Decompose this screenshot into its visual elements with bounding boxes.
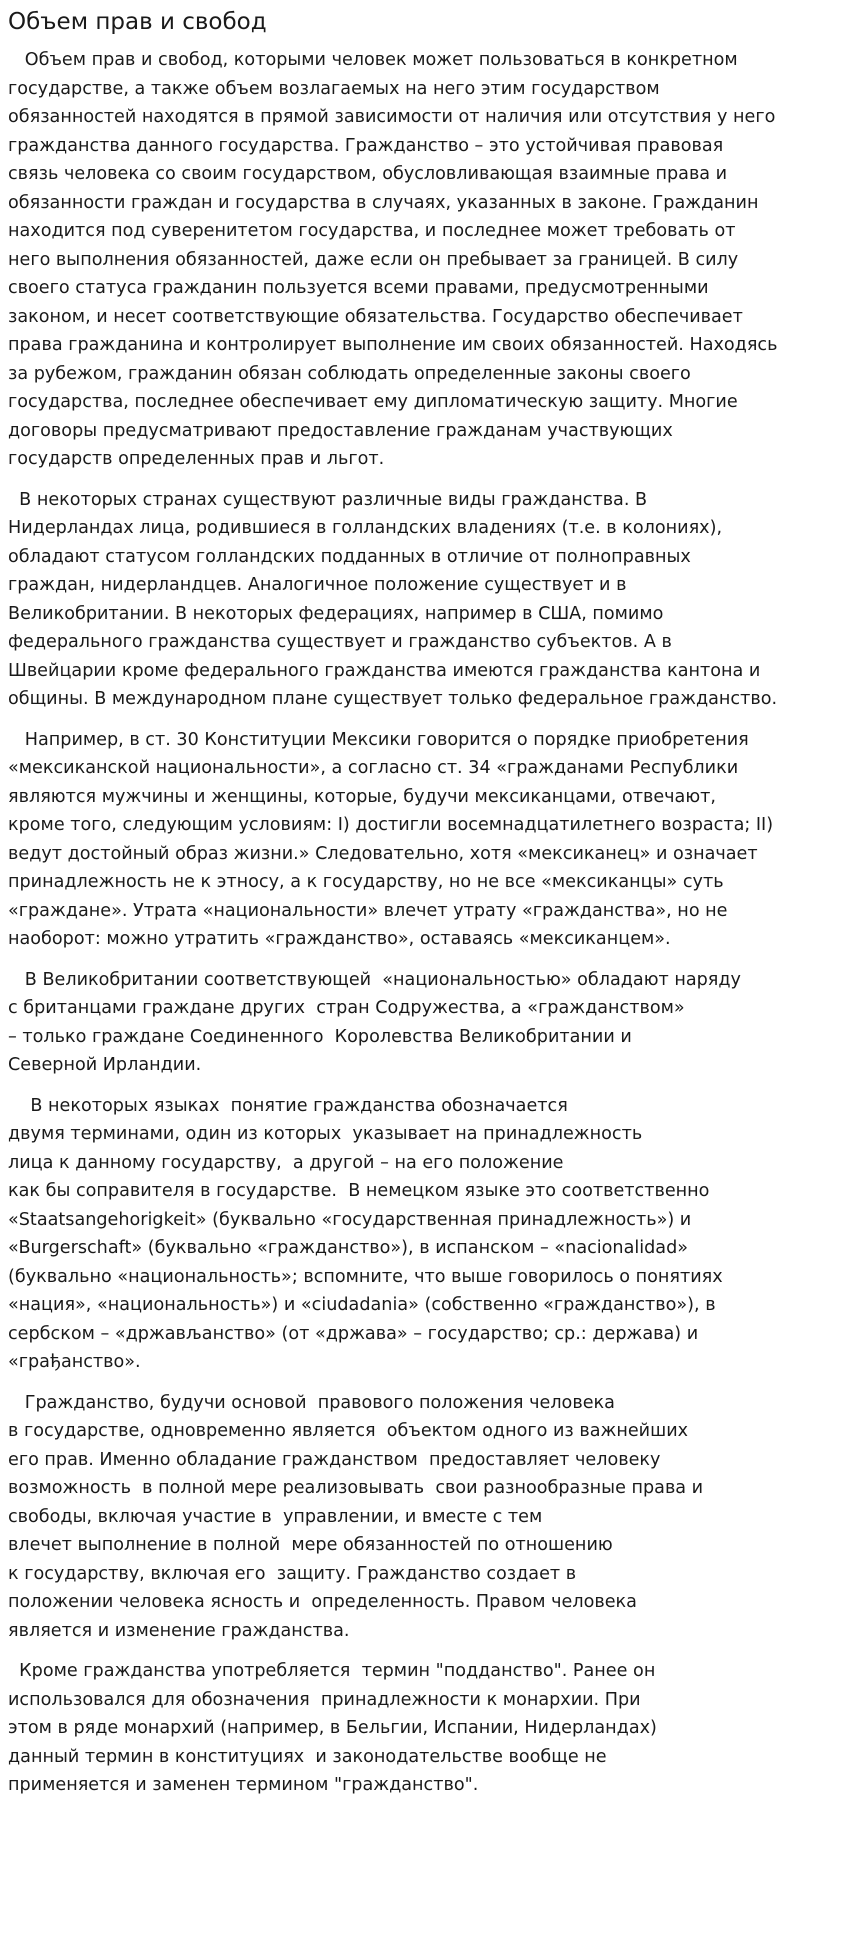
text-line: обладают статусом голландских подданных в отличие от полноправных [8,546,691,567]
paragraph [8,486,839,714]
text-line: Объем прав и свобод, которыми человек может пользоваться в конкретном [8,50,738,70]
text-line: влечет выполнение в полной мере обязанностей по отношению [8,1535,613,1555]
page-title: Объем прав и свобод [8,9,267,35]
text-line: «граждане». Утрата «национальности» влечет утрату «гражданства», но не [8,900,728,921]
text-line: свободы, включая участие в управлении, и вместе с тем [8,1506,543,1527]
text-line: обязанностей находятся в прямой зависимости от наличия или отсутствия у него [8,107,776,127]
text-line: находится под суверенитетом государства, и последнее может требовать от [8,221,736,241]
text-line: сербском – «држављанство» (от «држава» – государство; ср.: держава) и [8,1323,699,1344]
text-line: положении человека ясность и определенность. Правом человека [8,1592,637,1612]
text-line: Кроме гражданства употребляется термин "подданство". Ранее он [8,1661,656,1681]
text-line: кроме того, следующим условиям: I) достигли восемнадцатилетнего возраста; II) [8,815,774,835]
text-line: являются мужчины и женщины, которые, будучи мексиканцами, отвечают, [8,786,716,807]
text-line: законом, и несет соответствующие обязательства. Государство обеспечивает [8,306,743,327]
text-line: за рубежом, гражданин обязан соблюдать определенные законы своего [8,363,691,384]
text-line: Швейцарии кроме федерального гражданства имеются гражданства кантона и [8,660,761,681]
text-line: как бы соправителя в государстве. В немецком языке это соответственно [8,1181,710,1201]
text-line: принадлежность не к этносу, а к государству, но не все «мексиканцы» суть [8,872,724,892]
text-line: в государстве, одновременно является объектом одного из важнейших [8,1421,689,1441]
text-line: Нидерландах лица, родившиеся в голландских владениях (т.е. в колониях), [8,518,723,538]
text-line: применяется и заменен термином "гражданство". [8,1775,479,1795]
paragraph [8,1092,839,1377]
text-line: него выполнения обязанностей, даже если он пребывает за границей. В силу [8,249,739,270]
text-line: федерального гражданства существует и гражданство субъектов. А в [8,632,672,652]
text-line: граждан, нидерландцев. Аналогичное положение существует и в [8,575,627,595]
text-line: его прав. Именно обладание гражданством предоставляет человеку [8,1449,661,1470]
text-line: государстве, а также объем возлагаемых на него этим государством [8,78,660,99]
text-line: «Staatsangehorigkeit» (буквально «государственная принадлежность») и [8,1209,692,1230]
text-line: (буквально «национальность»; вспомните, что выше говорилось о понятиях [8,1266,723,1287]
text-line: связь человека со своим государством, обусловливающая взаимные права и [8,164,728,184]
text-line: Северной Ирландии. [8,1055,202,1075]
paragraph [8,46,839,474]
text-line: государства, последнее обеспечивает ему дипломатическую защиту. Многие [8,392,738,412]
paragraph [8,1657,839,1800]
text-line: права гражданина и контролирует выполнение им своих обязанностей. Находясь [8,335,778,355]
text-line: Гражданство, будучи основой правового положения человека [8,1392,615,1413]
text-line: В Великобритании соответствующей «национальностью» обладают наряду [8,969,741,990]
text-line: наоборот: можно утратить «гражданство», оставаясь «мексиканцем». [8,929,671,949]
text-line: обязанности граждан и государства в случаях, указанных в законе. Гражданин [8,192,759,213]
text-line: «нация», «национальность») и «ciudadania» (собственно «гражданство»), в [8,1295,716,1315]
text-line: двумя терминами, один из которых указывает на принадлежность [8,1124,643,1144]
paragraph [8,1389,839,1646]
text-line: «грађанство». [8,1352,141,1372]
text-line: общины. В международном плане существует только федеральное гражданство. [8,689,778,709]
text-line: договоры предусматривают предоставление гражданам участвующих [8,420,673,441]
text-line: использовался для обозначения принадлежности к монархии. При [8,1689,641,1710]
text-line: с британцами граждане других стран Содружества, а «гражданством» [8,998,685,1018]
text-line: В некоторых языках понятие гражданства обозначается [8,1095,568,1116]
text-line: гражданства данного государства. Гражданство – это устойчивая правовая [8,135,724,156]
text-line: Например, в ст. 30 Конституции Мексики говорится о порядке приобретения [8,729,749,750]
text-line: данный термин в конституциях и законодательстве вообще не [8,1746,607,1767]
text-line: государств определенных прав и льгот. [8,449,385,469]
paragraph [8,966,839,1080]
text-line: Великобритании. В некоторых федерациях, например в США, помимо [8,603,664,624]
text-line: «Burgerschaft» (буквально «гражданство»), в испанском – «nacionalidad» [8,1238,689,1258]
text-line: – только граждане Соединенного Королевства Великобритании и [8,1026,632,1047]
text-line: ведут достойный образ жизни.» Следовательно, хотя «мексиканец» и означает [8,843,758,864]
text-line: своего статуса гражданин пользуется всеми правами, предусмотренными [8,278,709,298]
text-line: возможность в полной мере реализовывать свои разнообразные права и [8,1478,704,1498]
text-line: «мексиканской национальности», а согласно ст. 34 «гражданами Республики [8,758,739,778]
document-body [8,46,839,1800]
paragraph [8,726,839,954]
text-line: лица к данному государству, а другой – на его положение [8,1152,564,1173]
text-line: этом в ряде монархий (например, в Бельгии, Испании, Нидерландах) [8,1718,657,1738]
text-line: В некоторых странах существуют различные виды гражданства. В [8,489,648,510]
text-line: является и изменение гражданства. [8,1620,350,1641]
text-line: к государству, включая его защиту. Гражданство создает в [8,1563,577,1584]
